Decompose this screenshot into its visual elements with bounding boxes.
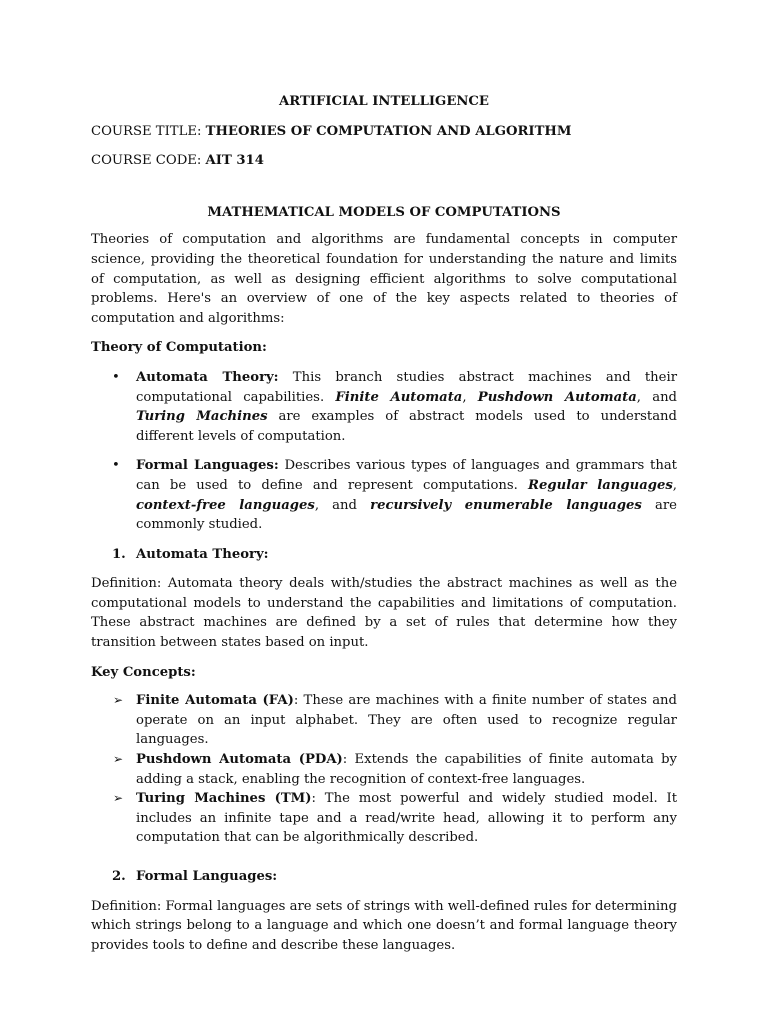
concept-term: Finite Automata (FA) [136,693,294,709]
theory-bullet-list [91,368,677,535]
section-number: 2. [112,869,126,884]
list-item [91,456,677,534]
theory-heading: Theory of Computation: [91,340,267,356]
concept-term: Turing Machines (TM) [136,791,312,807]
section-heading-text: Formal Languages: [136,869,278,884]
separator: , [672,477,677,493]
document-body [91,92,677,955]
course-code-line [91,151,677,171]
arrow-bullet-icon: ➢ [113,791,124,806]
list-item [91,691,677,750]
list-item [91,750,677,789]
emphasis: Pushdown Automata [477,389,637,405]
automata-definition: Definition: Automata theory deals with/studies the abstract machines as well as the computational models to understand the capabilities and limitations of computation. These abstract machines are defined by a set of rules that determine how they transition between states based on input. [91,576,677,651]
bullet-term: Automata Theory: [136,369,279,385]
intro-paragraph: Theories of computation and algorithms are fundamental concepts in computer science, providing the theoretical foundation for understanding the nature and limits of computation, as well as designing efficient algorithms to solve computational problems. Here's an overview of one of the key aspects related to theories of computation and algorithms: [91,232,677,326]
section-number: 1. [112,546,126,562]
emphasis: Turing Machines [136,409,268,425]
concept-text: : The most powerful and widely studied model. It includes an infinite tape and a read/write head, allowing it to perform any computation that can be algorithmically described. [136,791,677,846]
separator: , and [636,389,678,405]
section-title: MATHEMATICAL MODELS OF COMPUTATIONS [207,204,561,220]
bullet-text: This branch studies abstract machines and their computational capabilities. [136,369,678,405]
bullet-text: Describes various types of languages and grammars that can be used to define and represent computations. [136,458,677,493]
automata-heading [91,545,677,565]
formal-definition: Definition: Formal languages are sets of strings with well-defined rules for determining which strings belong to a language and which one doesn’t and formal language theory provides tools to define and describe these languages. [91,898,677,953]
key-concepts-list [91,691,677,848]
bullet-term: Formal Languages: [136,458,279,474]
bullet-marker: • [112,458,120,474]
bullet-text: are commonly studied. [136,497,677,533]
bullet-marker: • [112,369,120,385]
emphasis: recursively enumerable languages [370,497,642,513]
emphasis: Regular languages [528,477,673,493]
main-title: ARTIFICIAL INTELLIGENCE [279,94,489,109]
list-item [91,368,677,446]
emphasis: context-free languages [136,497,315,513]
section-heading-text: Automata Theory: [136,546,269,562]
concept-text: : Extends the capabilities of finite automata by adding a stack, enabling the recognition of context-free languages. [136,752,678,787]
course-code-label: COURSE CODE: [91,153,206,169]
concept-term: Pushdown Automata (PDA) [136,752,343,768]
course-title-label: COURSE TITLE: [91,123,206,139]
separator: , and [314,497,371,513]
course-title-line [91,122,677,142]
list-item [91,789,677,848]
arrow-bullet-icon: ➢ [113,693,124,708]
separator: , [462,389,478,405]
emphasis: Finite Automata [335,389,463,405]
arrow-bullet-icon: ➢ [113,752,124,767]
course-title-value: THEORIES OF COMPUTATION AND ALGORITHM [205,123,572,139]
formal-languages-heading [91,867,677,887]
course-code-value: AIT 314 [205,153,264,169]
key-concepts-heading: Key Concepts: [91,664,196,680]
concept-text: : These are machines with a finite number of states and operate on an input alphabet. They are often used to recognize regular languages. [136,693,677,748]
bullet-text: are examples of abstract models used to understand different levels of computation. [136,409,677,444]
